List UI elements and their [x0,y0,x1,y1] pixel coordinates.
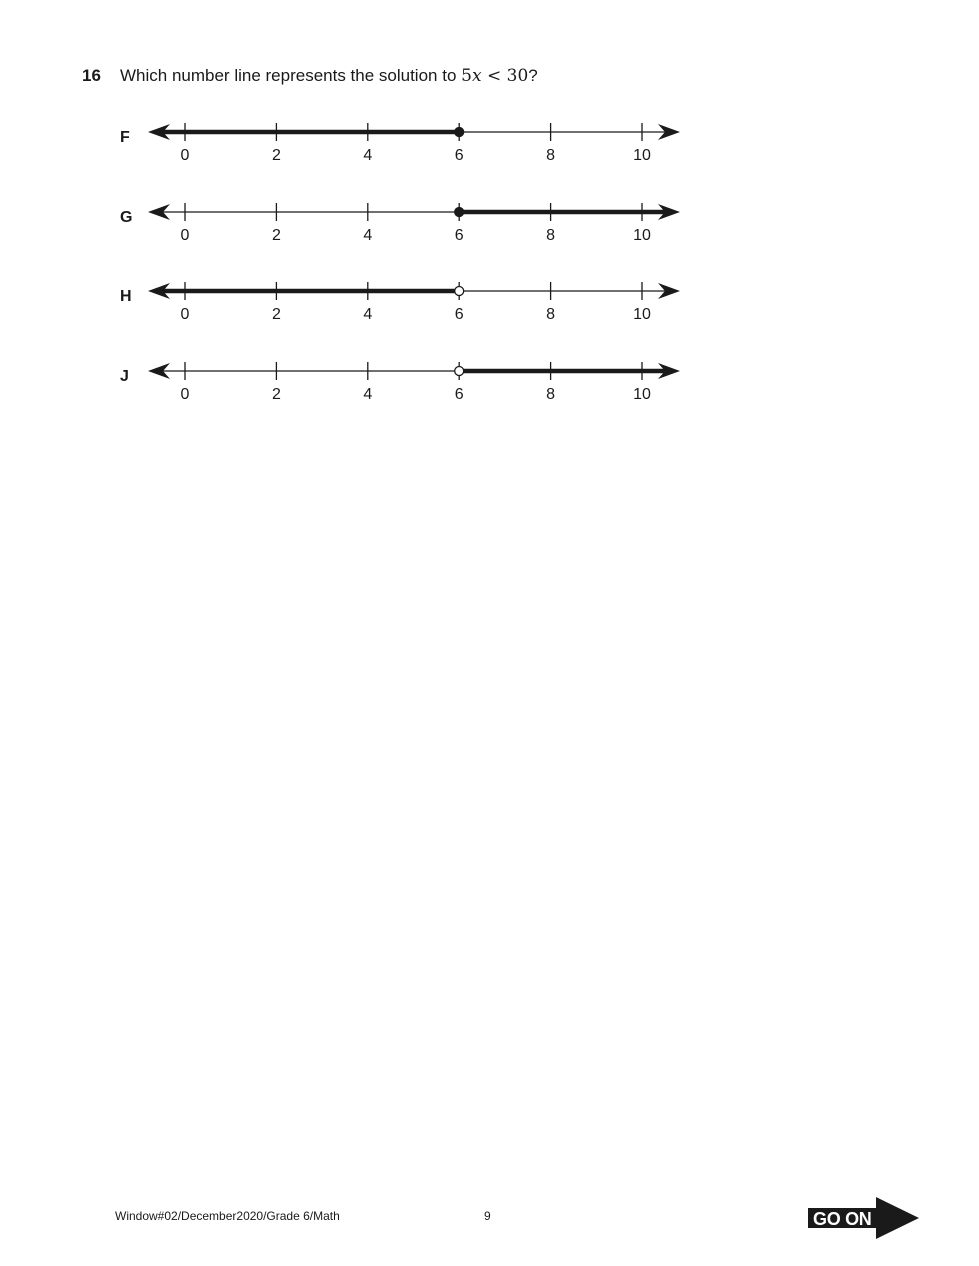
page-number: 9 [484,1209,491,1223]
tick-label-6: 6 [454,306,464,323]
closed-circle-point [455,128,464,137]
tick-label-2: 2 [271,386,281,403]
option-j[interactable] [110,351,710,401]
tick-label-8: 8 [546,147,556,164]
go-on-button[interactable] [808,1197,920,1239]
tick-label-4: 4 [363,386,373,403]
tick-label-0: 0 [180,147,190,164]
open-circle-point [455,367,464,376]
tick-label-4: 4 [363,227,373,244]
tick-label-2: 2 [271,227,281,244]
option-label-f: F [120,129,130,146]
tick-label-4: 4 [363,306,373,323]
option-g[interactable] [110,192,710,242]
tick-label-6: 6 [454,227,464,244]
tick-label-0: 0 [180,306,190,323]
inequality-operator: < [486,66,502,86]
tick-label-10: 10 [633,147,651,164]
option-label-j: J [120,368,129,385]
tick-label-10: 10 [633,227,651,244]
tick-label-8: 8 [546,306,556,323]
question-number: 16 [82,66,101,85]
option-label-h: H [120,288,132,305]
tick-label-2: 2 [271,147,281,164]
tick-label-8: 8 [546,227,556,244]
closed-circle-point [455,208,464,217]
tick-label-10: 10 [633,306,651,323]
number-line-h [110,271,710,321]
option-label-g: G [120,209,133,226]
question-text: Which number line represents the solution to [120,66,457,85]
tick-label-4: 4 [363,147,373,164]
tick-label-8: 8 [546,386,556,403]
go-on-label: GO ON [813,1209,872,1229]
tick-label-6: 6 [454,147,464,164]
tick-label-10: 10 [633,386,651,403]
number-line-g [110,192,710,242]
tick-label-2: 2 [271,306,281,323]
number-line-j [110,351,710,401]
number-line-f [110,112,710,162]
answer-options [0,0,979,420]
tick-label-0: 0 [180,386,190,403]
tick-label-6: 6 [454,386,464,403]
inequality-rhs: 30 [506,66,529,86]
option-f[interactable] [110,112,710,162]
option-h[interactable] [110,271,710,321]
inequality-variable: x [471,66,482,86]
footer-source: Window#02/December2020/Grade 6/Math [115,1209,340,1223]
tick-label-0: 0 [180,227,190,244]
question-mark: ? [528,66,538,85]
open-circle-point [455,287,464,296]
inequality-coefficient: 5 [461,66,472,86]
